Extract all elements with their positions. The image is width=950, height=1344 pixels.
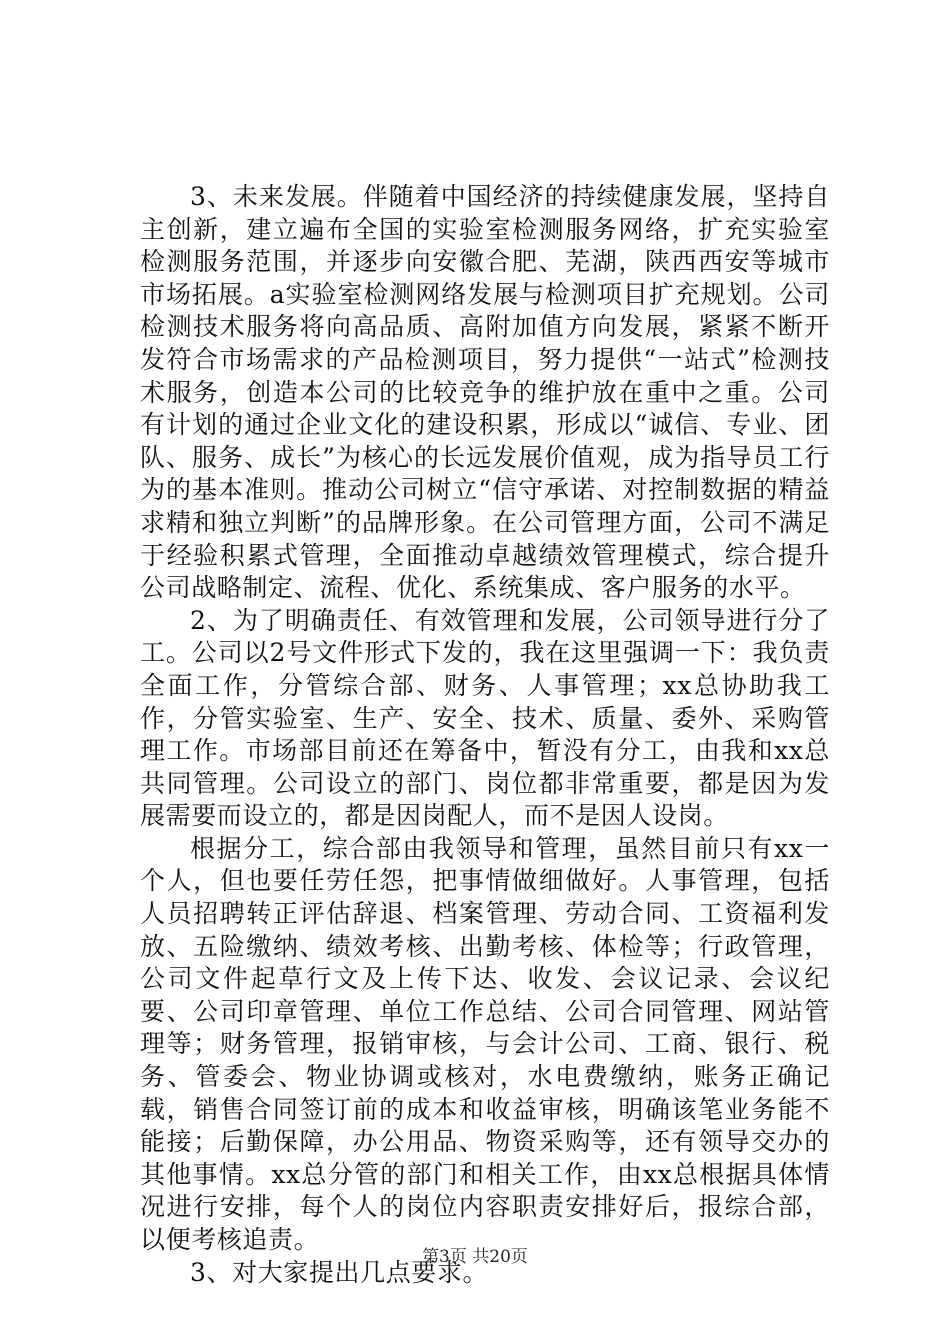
paragraph-division-of-duties: 2、为了明确责任、有效管理和发展，公司领导进行分了工。公司以2号文件形式下发的，我在这里强调一下：我负责全面工作，分管综合部、财务、人事管理；xx总协助我工作，分管实验室、生产、安全、技术、质量、委外、采购管理工作。市场部目前还在筹备中，暂没有分工，由我和xx总共同管理。公司设立的部门、岗位都非常重要，都是因为发展需要而设立的，都是因岗配人，而不是因人设岗。 bbox=[140, 605, 830, 831]
document-body bbox=[140, 181, 830, 1289]
page-number-footer: 第3页 共20页 bbox=[422, 1247, 528, 1267]
paragraph-requirements: 3、对大家提出几点要求。 bbox=[190, 1257, 489, 1287]
paragraph-general-department: 根据分工，综合部由我领导和管理，虽然目前只有xx一个人，但也要任劳任怨，把事情做细做好。人事管理，包括人员招聘转正评估辞退、档案管理、劳动合同、工资福利发放、五险缴纳、绩效考核、出勤考核、体检等；行政管理，公司文件起草行文及上传下达、收发、会议记录、会议纪要、公司印章管理、单位工作总结、公司合同管理、网站管理等；财务管理，报销审核，与会计公司、工商、银行、税务、管委会、物业协调或核对，水电费缴纳，账务正确记载，销售合同签订前的成本和收益审核，明确该笔业务能不能接；后勤保障，办公用品、物资采购等，还有领导交办的其他事情。xx总分管的部门和相关工作，由xx总根据具体情况进行安排，每个人的岗位内容职责安排好后，报综合部，以便考核追责。 bbox=[140, 833, 830, 1254]
paragraph-future-development: 3、未来发展。伴随着中国经济的持续健康发展，坚持自主创新，建立遍布全国的实验室检测服务网络，扩充实验室检测服务范围，并逐步向安徽合肥、芜湖，陕西西安等城市市场拓展。a实验室检测网络发展与检测项目扩充规划。公司检测技术服务将向高品质、高附加值方向发展，紧紧不断开发符合市场需求的产品检测项目，努力提供“一站式”检测技术服务，创造本公司的比较竞争的维护放在重中之重。公司有计划的通过企业文化的建设积累，形成以“诚信、专业、团队、服务、成长”为核心的长远发展价值观，成为指导员工行为的基本准则。推动公司树立“信守承诺、对控制数据的精益求精和独立判断”的品牌形象。在公司管理方面，公司不满足于经验积累式管理，全面推动卓越绩效管理模式，综合提升公司战略制定、流程、优化、系统集成、客户服务的水平。 bbox=[140, 182, 830, 603]
